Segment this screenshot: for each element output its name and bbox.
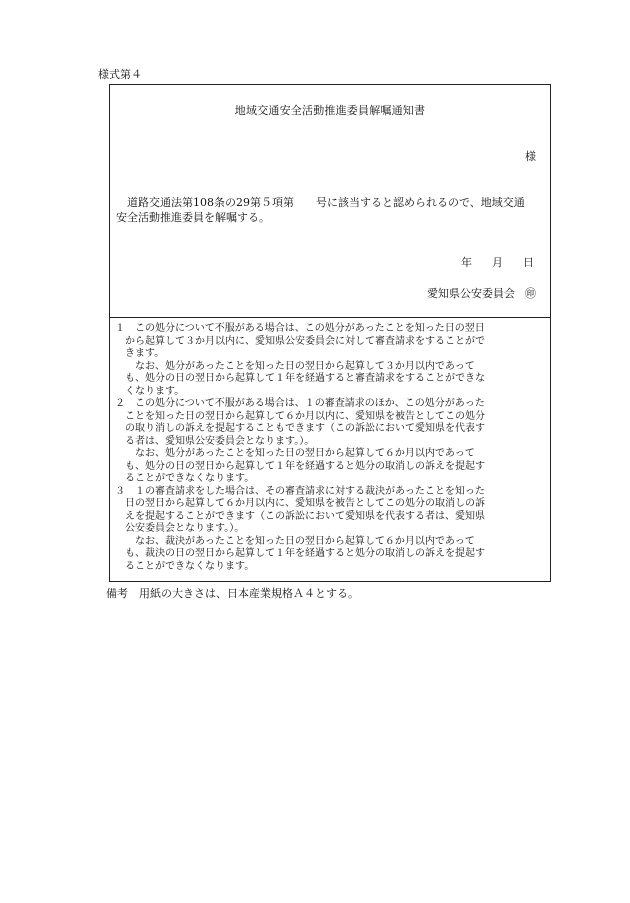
instruction-line: なお、裁決があったことを知った日の翌日から起算して６か月以内であって — [115, 535, 475, 547]
instruction-line: きます。 — [115, 348, 165, 359]
instruction-line: ことを知った日の翌日から起算して６か月以内に、愛知県を被告としてこの処分 — [115, 410, 485, 422]
addressee-suffix: 様 — [525, 150, 536, 163]
instruction-line: る者は、愛知県公安委員会となります。）。 — [115, 435, 315, 447]
issuer-block — [427, 287, 536, 301]
notice-frame — [109, 84, 551, 582]
instruction-line: ２ この処分について不服がある場合は、１の審査請求のほか、この処分があった — [115, 398, 485, 409]
issuer-name: 愛知県公安委員会 — [427, 287, 515, 300]
instruction-line: ることができなくなります。 — [115, 560, 255, 572]
appeal-instructions — [115, 323, 549, 573]
instruction-line: も、処分の日の翌日から起算して１年を経過すると処分の取消しの訴えを提起す — [115, 460, 485, 472]
notice-main-section — [110, 85, 550, 318]
instruction-line: から起算して３か月以内に、愛知県公安委員会に対して審査請求をすることがで — [115, 335, 485, 347]
instruction-line: ることができなくなります。 — [115, 473, 255, 484]
date-day-label: 日 — [523, 256, 534, 269]
instruction-line: 公安委員会となります。）。 — [115, 523, 245, 534]
instruction-line: なお、処分があったことを知った日の翌日から起算して６か月以内であって — [115, 448, 475, 459]
date-year-label: 年 — [461, 256, 472, 269]
instruction-line: なお、処分があったことを知った日の翌日から起算して３か月以内であって — [115, 360, 475, 372]
instruction-line: も、裁決の日の翌日から起算して１年を経過すると処分の取消しの訴えを提起す — [115, 548, 485, 559]
instruction-line: も、処分の日の翌日から起算して１年を経過すると審査請求をすることができな — [115, 373, 485, 384]
notice-body-line-2: 安全活動推進委員を解嘱する。 — [116, 211, 270, 224]
date-fields — [461, 256, 534, 270]
notice-body-line-1: 道路交通法第108条の29第５項第 号に該当すると認められるので、地域交通 — [116, 196, 525, 209]
footer-remark: 備考 用紙の大きさは、日本産業規格Ａ４とする。 — [106, 587, 359, 600]
document-title: 地域交通安全活動推進委員解嘱通知書 — [234, 104, 426, 117]
notice-body — [116, 195, 548, 225]
seal-mark: ㊞ — [525, 287, 536, 300]
instruction-line: ３ １の審査請求をした場合は、その審査請求に対する裁決があったことを知った — [115, 485, 485, 497]
date-month-label: 月 — [492, 256, 503, 269]
instruction-line: 日の翌日から起算して６か月以内に、愛知県を被告としてこの処分の取消しの訴 — [115, 498, 485, 509]
instruction-line: くなります。 — [115, 385, 185, 397]
instruction-line: の取り消しの訴えを提起することもできます（この訴訟において愛知県を代表す — [115, 423, 485, 434]
instruction-line: １ この処分について不服がある場合は、この処分があったことを知った日の翌日 — [115, 323, 485, 334]
instruction-line: えを提起することができます（この訴訟において愛知県を代表する者は、愛知県 — [115, 510, 485, 522]
form-number: 様式第４ — [98, 68, 142, 81]
